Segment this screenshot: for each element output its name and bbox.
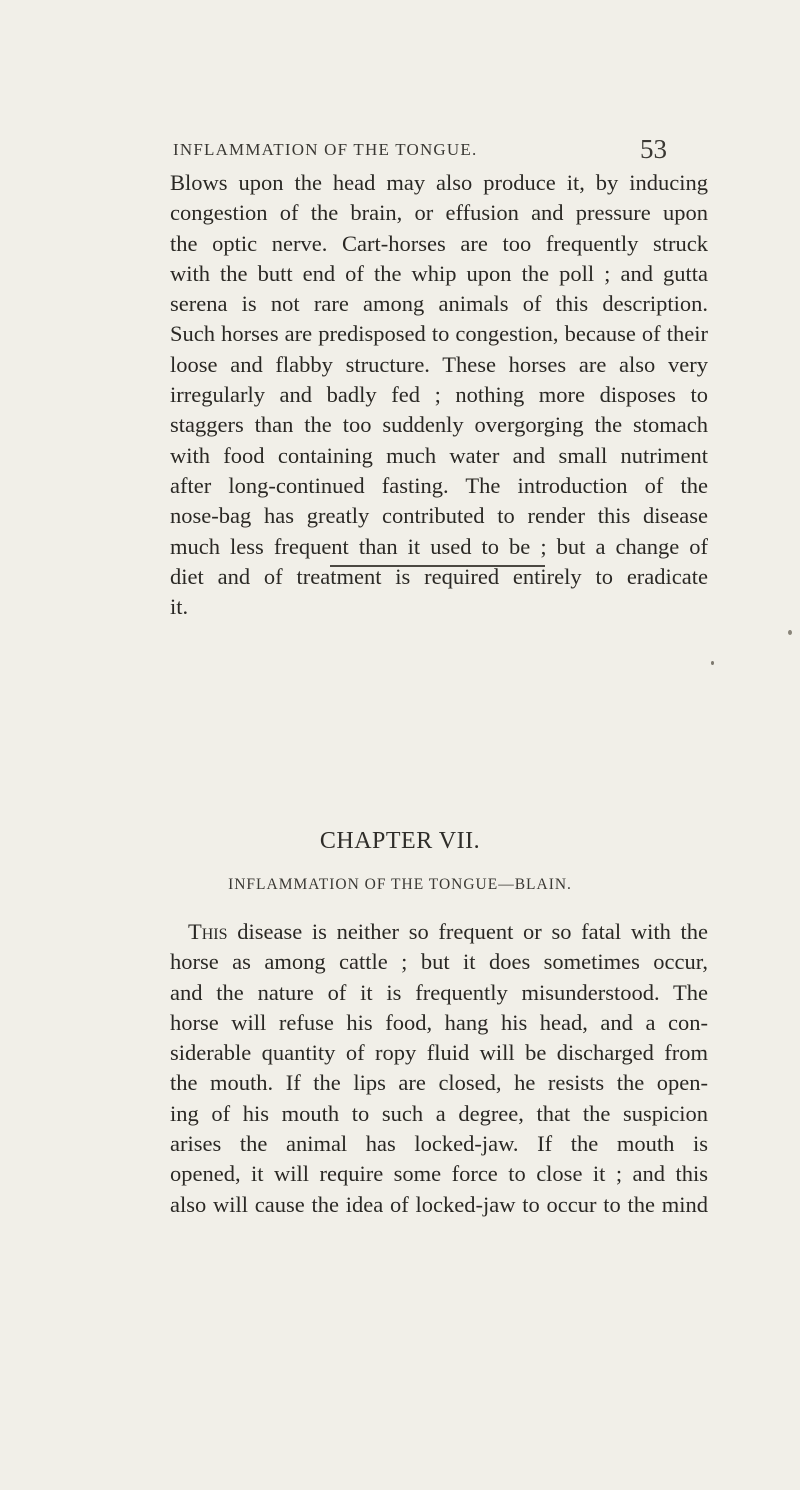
drop-word: This [188,919,228,944]
paper-speck [788,630,792,635]
text-line: and the nature of it is frequently misunderstood. The [170,979,708,1005]
text-line: with food containing much water and small nutriment [170,442,708,468]
text-line: nose-bag has greatly contributed to render this disease [170,503,708,529]
chapter-subtitle: INFLAMMATION OF THE TONGUE—BLAIN. [228,876,572,893]
text-line: horse as among cattle ; but it does sometimes occur, [170,949,708,975]
text-line: congestion of the brain, or effusion and pressure upon [170,200,708,226]
text-line: opened, it will require some force to close it ; and this [170,1161,708,1187]
text-line: also will cause the idea of locked-jaw to occur to the mind [170,1191,708,1217]
text-line: the optic nerve. Cart-horses are too frequently struck [170,230,708,256]
text-line: horse will refuse his food, hang his head, and a con- [170,1009,708,1035]
text-line: serena is not rare among animals of this description. [170,291,708,317]
text-line: the mouth. If the lips are closed, he resists the open- [170,1070,708,1096]
text-line: Blows upon the head may also produce it, by inducing [170,170,708,195]
running-head: INFLAMMATION OF THE TONGUE. [173,140,478,159]
first-line-text: disease is neither so frequent or so fatal with the [227,919,708,944]
text-line: siderable quantity of ropy fluid will be discharged from [170,1040,708,1066]
section-divider [330,565,545,567]
text-line: loose and flabby structure. These horses are also very [170,351,708,377]
paragraph-blain [170,917,708,1220]
text-line-first [170,917,708,947]
text-line: diet and of treatment is required entirely to eradicate [170,563,708,589]
text-line: ing of his mouth to such a degree, that the suspicion [170,1100,708,1126]
text-line: with the butt end of the whip upon the poll ; and gutta [170,260,708,286]
text-line: Such horses are predisposed to congestion, because of their [170,321,708,347]
text-line: irregularly and badly fed ; nothing more disposes to [170,382,708,408]
text-line: staggers than the too suddenly overgorging the stomach [170,412,708,438]
page-number: 53 [640,134,667,164]
chapter-title: CHAPTER VII. [319,828,481,854]
text-line: after long-continued fasting. The introduction of the [170,472,708,498]
text-line: arises the animal has locked-jaw. If the mouth is [170,1131,708,1157]
text-line: much less frequent than it used to be ; but a change of [170,533,708,559]
paragraph-staggers [170,168,708,622]
paper-speck [711,661,714,665]
text-line: it. [170,594,189,620]
